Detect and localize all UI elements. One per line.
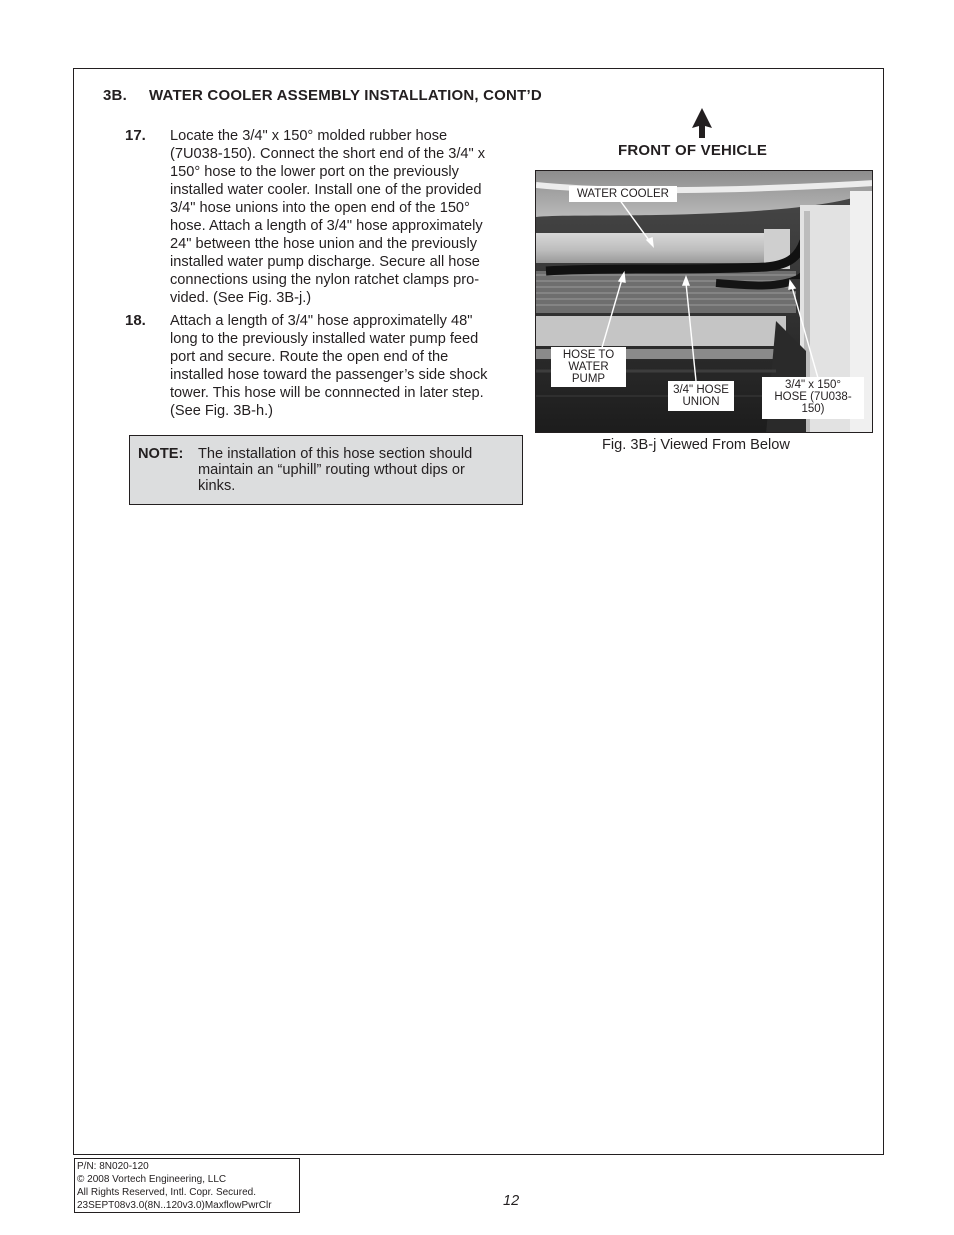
- callout-line: 3/4" x 150°: [785, 379, 841, 391]
- callout-line: 150): [801, 403, 825, 415]
- step-text: [170, 127, 520, 307]
- step-line: (7U038-150). Connect the short end of the 3/4" x: [170, 146, 486, 162]
- callout-hose-150: [762, 377, 864, 419]
- section-title: WATER COOLER ASSEMBLY INSTALLATION, CONT’D: [149, 87, 542, 104]
- step-line: installed water pump discharge. Secure all hose: [170, 254, 480, 270]
- step-line: installed water cooler. Install one of the provided: [170, 182, 482, 198]
- step-17: [125, 127, 520, 307]
- note-line: The installation of this hose section should: [198, 446, 473, 462]
- step-line: 24" between tthe hose union and the previously: [170, 236, 478, 252]
- callout-line: 3/4" HOSE: [673, 384, 729, 396]
- step-number: 18.: [125, 312, 146, 329]
- rights-notice: All Rights Reserved, Intl. Copr. Secured.: [77, 1187, 256, 1198]
- front-of-vehicle-label: FRONT OF VEHICLE: [618, 142, 768, 159]
- step-number: 17.: [125, 127, 146, 144]
- step-text: [170, 312, 520, 420]
- step-line: (See Fig. 3B-h.): [170, 403, 274, 419]
- note-text: [198, 446, 508, 494]
- section-number: 3B.: [103, 87, 127, 104]
- part-number: P/N: 8N020-120: [77, 1161, 149, 1172]
- step-line: 150° hose to the lower port on the previously: [170, 164, 459, 180]
- figure-photo: [535, 170, 873, 433]
- step-line: Attach a length of 3/4" hose approximatelly 48": [170, 313, 473, 329]
- page-number: 12: [503, 1193, 520, 1209]
- copyright: © 2008 Vortech Engineering, LLC: [77, 1174, 227, 1185]
- step-line: long to the previously installed water pump feed: [170, 331, 479, 347]
- footer-info-box: [74, 1158, 300, 1213]
- callout-line: WATER: [568, 361, 609, 373]
- step-line: installed hose toward the passenger’s side shock: [170, 367, 488, 383]
- section-heading: [103, 87, 542, 104]
- step-line: tower. This hose will be connnected in later step.: [170, 385, 484, 401]
- step-line: port and secure. Route the open end of the: [170, 349, 449, 365]
- step-line: vided. (See Fig. 3B-j.): [170, 290, 312, 306]
- callout-hose-to-water-pump: [551, 347, 626, 387]
- step-18: [125, 312, 520, 420]
- note-label: NOTE:: [138, 446, 184, 462]
- callout-line: HOSE (7U038-: [774, 391, 852, 403]
- step-line: Locate the 3/4" x 150° molded rubber hose: [170, 128, 448, 144]
- note-box: [129, 435, 523, 505]
- callout-hose-union: [668, 381, 734, 411]
- callout-water-cooler: WATER COOLER: [569, 186, 677, 202]
- step-line: 3/4" hose unions into the open end of the 150°: [170, 200, 470, 216]
- step-line: hose. Attach a length of 3/4" hose approximately: [170, 218, 483, 234]
- callout-line: UNION: [682, 396, 720, 408]
- step-line: connections using the nylon ratchet clamps pro-: [170, 272, 480, 288]
- figure-caption: Fig. 3B-j Viewed From Below: [602, 437, 790, 453]
- note-line: kinks.: [198, 478, 236, 494]
- callout-line: HOSE TO: [562, 349, 615, 361]
- arrow-up-icon: [692, 108, 712, 138]
- note-line: maintain an “uphill” routing wthout dips or: [198, 462, 465, 478]
- document-version: 23SEPT08v3.0(8N..120v3.0)MaxflowPwrClr: [77, 1200, 272, 1211]
- callout-line: PUMP: [571, 373, 606, 385]
